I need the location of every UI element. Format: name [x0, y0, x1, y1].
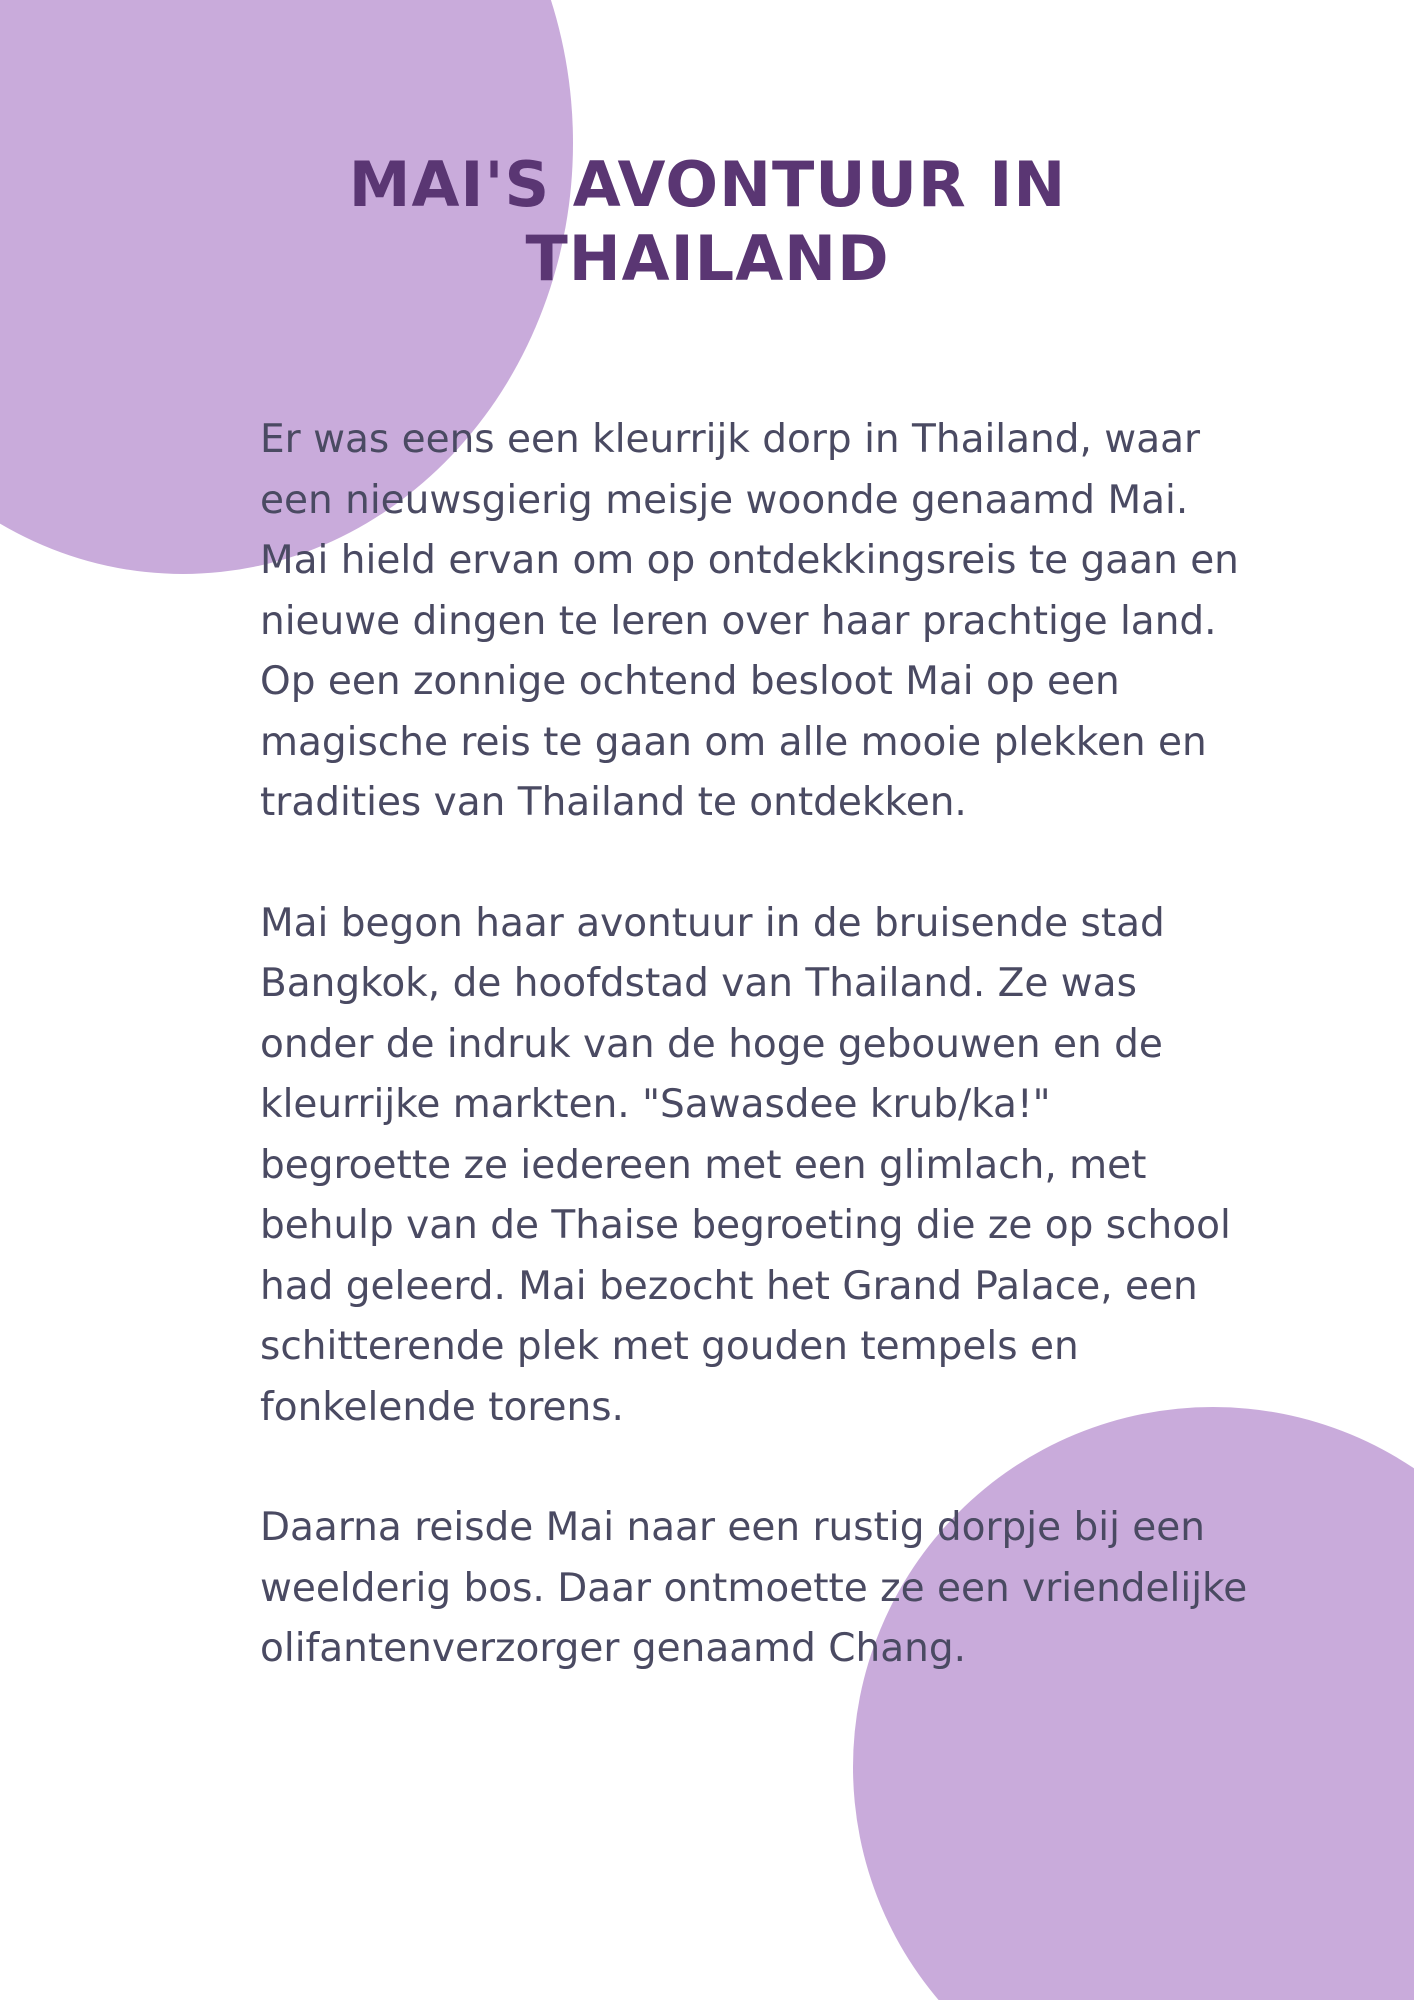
story-paragraph-3: Daarna reisde Mai naar een rustig dorpje bij een weelderig bos. Daar ontmoette ze een vriendelijke olifantenverzorger genaamd Chang. [260, 1505, 1248, 1671]
page-title: MAI'S AVONTUUR IN THAILAND [348, 148, 1067, 295]
story-paragraph-2: Mai begon haar avontuur in de bruisende stad Bangkok, de hoofdstad van Thailand. Ze was onder de indruk van de hoge gebouwen en de kleurrijke markten. "Sawasdee krub/ka!" begroette ze iedereen met een glimlach, met behulp van de Thaise begroeting die ze op school had geleerd. Mai bezocht het Grand Palace, een schitterende plek met gouden tempels en fonkelende torens. [260, 900, 1231, 1430]
story-body [260, 410, 1340, 1740]
story-paragraph-1: Er was eens een kleurrijk dorp in Thailand, waar een nieuwsgierig meisje woonde genaamd Mai. Mai hield ervan om op ontdekkingsreis te gaan en nieuwe dingen te leren over haar prachtige land. Op een zonnige ochtend besloot Mai op een magische reis te gaan om alle mooie plekken en tradities van Thailand te ontdekken. [260, 417, 1239, 825]
